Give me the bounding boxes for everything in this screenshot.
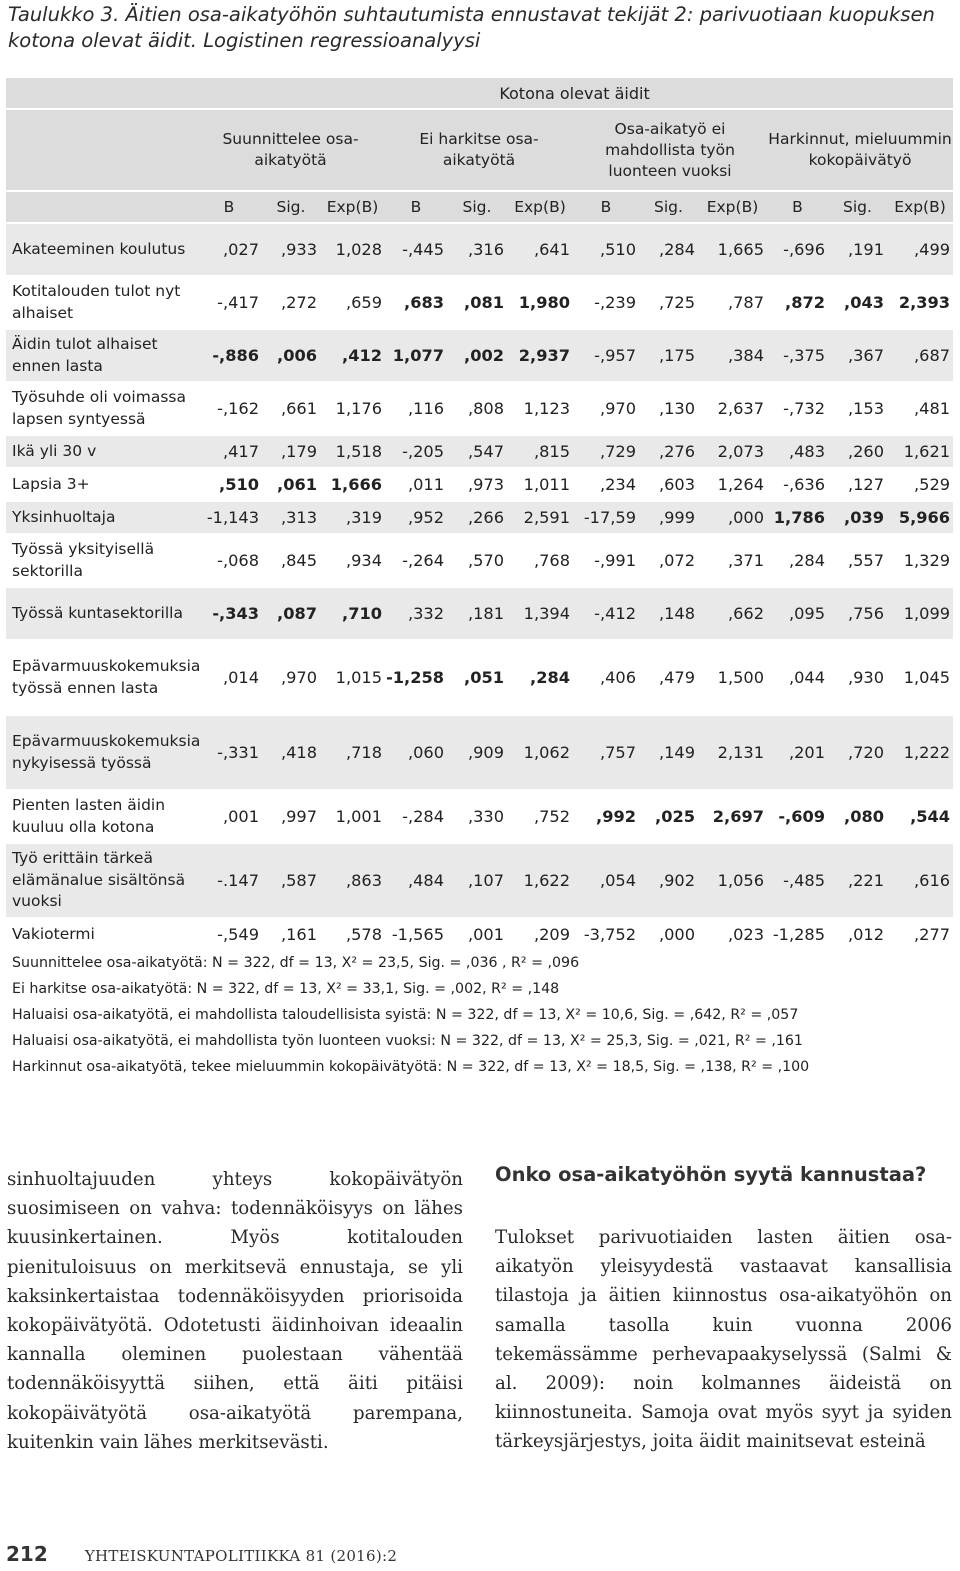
table-cell: ,479: [639, 640, 698, 715]
table-cell: -,445: [385, 223, 447, 276]
table-cell: ,418: [262, 715, 320, 790]
table-cell: -3,752: [573, 918, 639, 951]
table-cell: 1,518: [320, 435, 385, 468]
table-cell: 1,045: [887, 640, 953, 715]
note-line: Haluaisi osa-aikatyötä, ei mahdollista työn luonteen vuoksi: N = 322, df = 13, X² = 25,3, Sig. = ,021, R² = ,161: [12, 1033, 803, 1049]
table-row: [6, 534, 953, 587]
row-label: Työssä yksityisellä sektorilla: [6, 534, 196, 587]
column-header: Osa-aikatyö ei mahdollista työn luonteen vuoksi: [573, 109, 767, 191]
row-label: Vakiotermi: [6, 918, 196, 951]
subheader-cell: Exp(B): [507, 191, 573, 223]
table-cell: ,181: [447, 587, 507, 640]
table-cell: ,725: [639, 276, 698, 329]
table-cell: 1,176: [320, 382, 385, 435]
table-cell: ,578: [320, 918, 385, 951]
table-cell: ,973: [447, 468, 507, 501]
table-cell: ,997: [262, 790, 320, 843]
table-cell: -,886: [196, 329, 262, 382]
table-cell: ,054: [573, 843, 639, 918]
note-line: Ei harkitse osa-aikatyötä: N = 322, df = 13, X² = 33,1, Sig. = ,002, R² = ,148: [12, 981, 560, 997]
table-cell: 1,394: [507, 587, 573, 640]
table-cell: ,970: [262, 640, 320, 715]
table-cell: ,316: [447, 223, 507, 276]
table-caption: Taulukko 3. Äitien osa-aikatyöhön suhtautumista ennustavat tekijät 2: parivuotiaan kuopuksen kotona olevat äidit. Logistinen regressioanalyysi: [8, 3, 935, 52]
table-cell: ,683: [385, 276, 447, 329]
table-cell: 2,073: [698, 435, 767, 468]
table-cell: ,603: [639, 468, 698, 501]
row-label: Epävarmuuskokemuksia työssä ennen lasta: [6, 640, 196, 715]
table-cell: ,127: [828, 468, 887, 501]
table-row: [6, 640, 953, 715]
journal-name: YHTEISKUNTAPOLITIIKKA 81 (2016):2: [84, 1547, 398, 1565]
table-cell: ,484: [385, 843, 447, 918]
row-label: Työsuhde oli voimassa lapsen syntyessä: [6, 382, 196, 435]
table-cell: -,417: [196, 276, 262, 329]
table-notes: [12, 950, 952, 1080]
table-cell: -,732: [767, 382, 828, 435]
table-row: [6, 790, 953, 843]
table-cell: ,544: [887, 790, 953, 843]
table-cell: ,367: [828, 329, 887, 382]
table-cell: 1,500: [698, 640, 767, 715]
table-cell: -1,258: [385, 640, 447, 715]
table-cell: 1,123: [507, 382, 573, 435]
table-cell: ,641: [507, 223, 573, 276]
table-cell: ,234: [573, 468, 639, 501]
column-header: Ei harkitse osa-aikatyötä: [385, 109, 573, 191]
table-cell: ,661: [262, 382, 320, 435]
table-row: [6, 435, 953, 468]
table-cell: -,412: [573, 587, 639, 640]
table-cell: -17,59: [573, 501, 639, 534]
table-cell: 1,062: [507, 715, 573, 790]
header-blank: [6, 78, 196, 109]
table-cell: 1,077: [385, 329, 447, 382]
table-cell: ,319: [320, 501, 385, 534]
table-cell: -,696: [767, 223, 828, 276]
table-cell: ,412: [320, 329, 385, 382]
row-label: Työ erittäin tärkeä elämänalue sisältönsä vuoksi: [6, 843, 196, 918]
table-cell: ,072: [639, 534, 698, 587]
row-label: Ikä yli 30 v: [6, 435, 196, 468]
row-label: Äidin tulot alhaiset ennen lasta: [6, 329, 196, 382]
table-cell: -1,143: [196, 501, 262, 534]
table-cell: ,116: [385, 382, 447, 435]
subheader-cell: B: [385, 191, 447, 223]
table-cell: -,162: [196, 382, 262, 435]
table-cell: ,313: [262, 501, 320, 534]
table-cell: ,044: [767, 640, 828, 715]
table-cell: ,768: [507, 534, 573, 587]
table-cell: ,808: [447, 382, 507, 435]
table-row: [6, 715, 953, 790]
table-cell: ,384: [698, 329, 767, 382]
table-cell: ,001: [196, 790, 262, 843]
table-cell: 1,622: [507, 843, 573, 918]
row-label: Työssä kuntasektorilla: [6, 587, 196, 640]
table-cell: ,720: [828, 715, 887, 790]
table-cell: 1,621: [887, 435, 953, 468]
table-cell: 2,637: [698, 382, 767, 435]
subheader-cell: Sig.: [828, 191, 887, 223]
table-cell: ,175: [639, 329, 698, 382]
table-cell: 1,011: [507, 468, 573, 501]
table-row: [6, 329, 953, 382]
table-cell: ,002: [447, 329, 507, 382]
table-row: [6, 843, 953, 918]
table-cell: -,205: [385, 435, 447, 468]
table-cell: ,909: [447, 715, 507, 790]
table-cell: ,616: [887, 843, 953, 918]
subheader-cell: B: [196, 191, 262, 223]
subheader-cell: Sig.: [639, 191, 698, 223]
table-cell: -1,285: [767, 918, 828, 951]
subheader-cell: B: [767, 191, 828, 223]
table-cell: -,549: [196, 918, 262, 951]
table-cell: 2,697: [698, 790, 767, 843]
table-cell: ,001: [447, 918, 507, 951]
table-cell: ,587: [262, 843, 320, 918]
table-cell: 1,222: [887, 715, 953, 790]
table-cell: ,557: [828, 534, 887, 587]
regression-table: [6, 78, 953, 952]
table-cell: -,284: [385, 790, 447, 843]
note-line: Harkinnut osa-aikatyötä, tekee mieluummin kokopäivätyötä: N = 322, df = 13, X² = 18,5, Sig. = ,138, R² = ,100: [12, 1059, 810, 1075]
table-cell: ,080: [828, 790, 887, 843]
table-cell: ,012: [828, 918, 887, 951]
header-blank: [6, 109, 196, 191]
table-cell: ,902: [639, 843, 698, 918]
table-cell: 2,393: [887, 276, 953, 329]
table-cell: ,107: [447, 843, 507, 918]
table-cell: -,068: [196, 534, 262, 587]
table-row: [6, 587, 953, 640]
table-cell: ,284: [507, 640, 573, 715]
table-cell: ,752: [507, 790, 573, 843]
table-cell: ,081: [447, 276, 507, 329]
note-line: Haluaisi osa-aikatyötä, ei mahdollista taloudellisista syistä: N = 322, df = 13, X² = 10,6, Sig. = ,642, R² = ,057: [12, 1007, 799, 1023]
table-cell: 1,665: [698, 223, 767, 276]
table-cell: -1,565: [385, 918, 447, 951]
table-cell: ,149: [639, 715, 698, 790]
table-row: [6, 276, 953, 329]
table-cell: 1,786: [767, 501, 828, 534]
table-cell: ,529: [887, 468, 953, 501]
table-cell: ,510: [573, 223, 639, 276]
table-cell: ,276: [639, 435, 698, 468]
table-cell: ,209: [507, 918, 573, 951]
table-cell: ,406: [573, 640, 639, 715]
table-cell: -,636: [767, 468, 828, 501]
table-cell: ,130: [639, 382, 698, 435]
table-cell: ,547: [447, 435, 507, 468]
table-cell: ,757: [573, 715, 639, 790]
subheader-cell: Exp(B): [320, 191, 385, 223]
table-cell: ,999: [639, 501, 698, 534]
subheader-cell: Sig.: [262, 191, 320, 223]
table-cell: ,179: [262, 435, 320, 468]
table-cell: ,718: [320, 715, 385, 790]
table-cell: -.147: [196, 843, 262, 918]
table-cell: ,510: [196, 468, 262, 501]
table-row: [6, 918, 953, 951]
table-cell: ,371: [698, 534, 767, 587]
table-cell: ,481: [887, 382, 953, 435]
body-text-right: Tulokset parivuotiaiden lasten äitien osa-aikatyön yleisyydestä vastaavat kansallisia tilastoja ja äitien kiinnostus osa-aikatyöhön on samalla tasolla kuin vuonna 2006 tekemässämme perhevapaakyselyssä (Salmi & al. 2009): noin kolmannes äideistä on kiinnostuneita. Samoja ovat myös syyt ja syiden tärkeysjärjestys, joita äidit mainitsevat esteinä: [495, 1227, 952, 1453]
table-cell: ,284: [639, 223, 698, 276]
table-cell: ,659: [320, 276, 385, 329]
table-cell: ,051: [447, 640, 507, 715]
table-cell: -,239: [573, 276, 639, 329]
table-cell: ,153: [828, 382, 887, 435]
table-cell: ,000: [698, 501, 767, 534]
table-cell: ,027: [196, 223, 262, 276]
row-label: Lapsia 3+: [6, 468, 196, 501]
table-cell: ,570: [447, 534, 507, 587]
section-title: Onko osa-aikatyöhön syytä kannustaa?: [495, 1163, 927, 1186]
table-cell: ,332: [385, 587, 447, 640]
note-line: Suunnittelee osa-aikatyötä: N = 322, df = 13, X² = 23,5, Sig. = ,036 , R² = ,096: [12, 955, 580, 971]
subheader-cell: Exp(B): [698, 191, 767, 223]
table-cell: ,872: [767, 276, 828, 329]
body-text-left: sinhuoltajuuden yhteys kokopäivätyön suosimiseen on vahva: todennäköisyys on lähes kuusinkertainen. Myös kotitalouden pienituloisuus on merkitsevä ennustaja, se yli kaksinkertaistaa todennäköisyyden priorisoida kokopäivätyötä. Odotetusti äidinhoivan ideaalin kannalla oleminen puolestaan vähentää todennäköisyyttä siihen, että äiti pitäisi kokopäivätyötä osa-aikatyötä parempana, kuitenkin vain lähes merkitsevästi.: [7, 1169, 463, 1453]
table-cell: 1,028: [320, 223, 385, 276]
column-header: Harkinnut, mieluummin kokopäivätyö: [767, 109, 953, 191]
table-cell: 1,329: [887, 534, 953, 587]
table-cell: ,992: [573, 790, 639, 843]
table-cell: ,499: [887, 223, 953, 276]
table-cell: ,930: [828, 640, 887, 715]
table-cell: ,710: [320, 587, 385, 640]
table-cell: ,011: [385, 468, 447, 501]
table-cell: ,043: [828, 276, 887, 329]
table-cell: ,933: [262, 223, 320, 276]
row-label: Pienten lasten äidin kuuluu olla kotona: [6, 790, 196, 843]
table-row: [6, 501, 953, 534]
page-footer: [6, 1542, 397, 1566]
table-cell: ,284: [767, 534, 828, 587]
table-cell: ,006: [262, 329, 320, 382]
table-cell: -,485: [767, 843, 828, 918]
table-row: [6, 382, 953, 435]
table-cell: ,662: [698, 587, 767, 640]
table-cell: ,863: [320, 843, 385, 918]
table-cell: ,845: [262, 534, 320, 587]
table-row: [6, 223, 953, 276]
table-cell: ,756: [828, 587, 887, 640]
table-cell: ,970: [573, 382, 639, 435]
table-cell: ,087: [262, 587, 320, 640]
table-cell: ,787: [698, 276, 767, 329]
row-label: Kotitalouden tulot nyt alhaiset: [6, 276, 196, 329]
table-cell: 1,056: [698, 843, 767, 918]
table-cell: 2,937: [507, 329, 573, 382]
table-cell: ,000: [639, 918, 698, 951]
table-cell: ,014: [196, 640, 262, 715]
table-cell: -,609: [767, 790, 828, 843]
table-cell: ,161: [262, 918, 320, 951]
table-cell: 1,001: [320, 790, 385, 843]
table-cell: ,330: [447, 790, 507, 843]
table-cell: ,148: [639, 587, 698, 640]
row-label: Akateeminen koulutus: [6, 223, 196, 276]
row-label: Yksinhuoltaja: [6, 501, 196, 534]
table-cell: ,687: [887, 329, 953, 382]
table-cell: ,023: [698, 918, 767, 951]
table-cell: ,260: [828, 435, 887, 468]
table-cell: ,201: [767, 715, 828, 790]
table-cell: ,277: [887, 918, 953, 951]
table-cell: -,264: [385, 534, 447, 587]
table-cell: ,815: [507, 435, 573, 468]
table-cell: ,191: [828, 223, 887, 276]
subheader-cell: Exp(B): [887, 191, 953, 223]
column-header: Suunnittelee osa-aikatyötä: [196, 109, 385, 191]
table-cell: ,266: [447, 501, 507, 534]
table-cell: ,272: [262, 276, 320, 329]
group-header: Kotona olevat äidit: [196, 78, 953, 109]
table-cell: -,331: [196, 715, 262, 790]
table-cell: ,952: [385, 501, 447, 534]
subheader-cell: Sig.: [447, 191, 507, 223]
table-cell: ,729: [573, 435, 639, 468]
table-cell: ,483: [767, 435, 828, 468]
table-cell: -,343: [196, 587, 262, 640]
table-cell: ,039: [828, 501, 887, 534]
table-cell: 2,131: [698, 715, 767, 790]
table-cell: -,957: [573, 329, 639, 382]
table-cell: 1,015: [320, 640, 385, 715]
table-cell: -,991: [573, 534, 639, 587]
table-cell: ,934: [320, 534, 385, 587]
table-cell: ,025: [639, 790, 698, 843]
table-row: [6, 468, 953, 501]
table-cell: ,221: [828, 843, 887, 918]
page-number: 212: [6, 1542, 48, 1566]
table-cell: ,061: [262, 468, 320, 501]
table-cell: ,417: [196, 435, 262, 468]
table-cell: ,095: [767, 587, 828, 640]
table-cell: 1,666: [320, 468, 385, 501]
table-cell: ,060: [385, 715, 447, 790]
table-cell: 1,264: [698, 468, 767, 501]
header-blank: [6, 191, 196, 223]
subheader-cell: B: [573, 191, 639, 223]
table-cell: 2,591: [507, 501, 573, 534]
table-cell: 1,099: [887, 587, 953, 640]
table-cell: 1,980: [507, 276, 573, 329]
table-cell: -,375: [767, 329, 828, 382]
row-label: Epävarmuuskokemuksia nykyisessä työssä: [6, 715, 196, 790]
table-cell: 5,966: [887, 501, 953, 534]
